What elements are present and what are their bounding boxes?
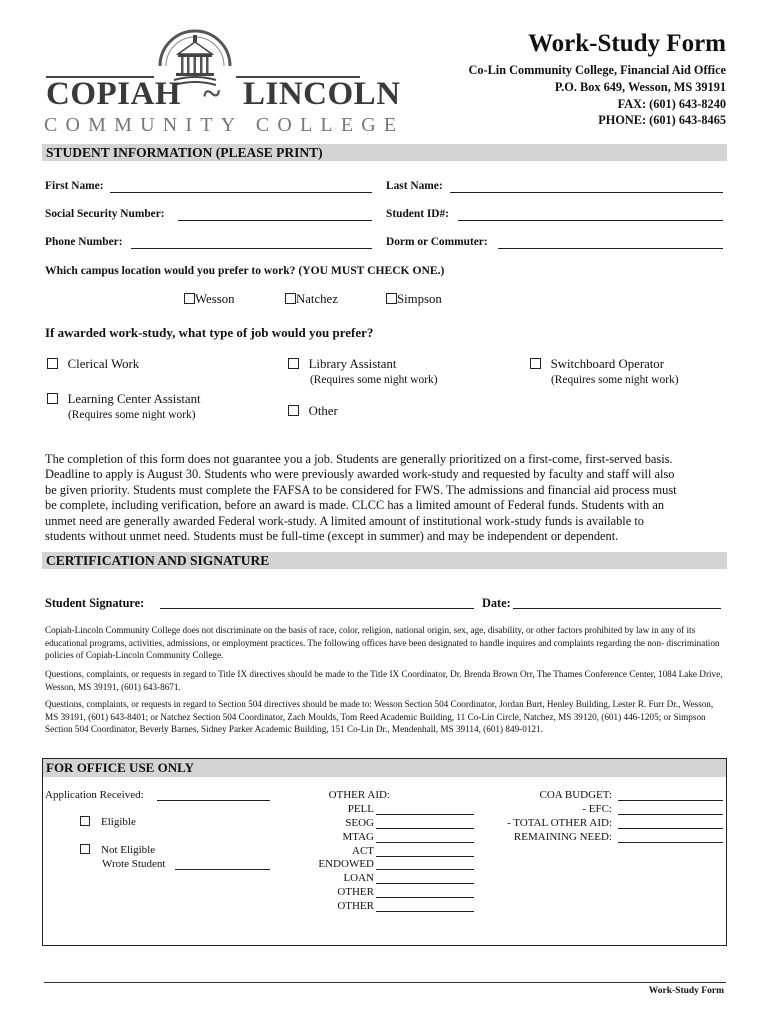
contact-line: Co-Lin Community College, Financial Aid Office <box>468 63 726 77</box>
job-question: If awarded work-study, what type of job would you prefer? <box>45 325 374 340</box>
paragraph-line: unmet need are generally awarded Federal work-study. A limited amount of institutional work-study funds is available to <box>45 513 644 528</box>
not-eligible-option[interactable]: Not Eligible <box>80 844 155 856</box>
last-name-field[interactable] <box>450 192 723 193</box>
efc-label: - EFC: <box>582 803 612 815</box>
checkbox[interactable] <box>80 844 90 854</box>
act-label: ACT <box>352 845 374 857</box>
phone-label: Phone Number: <box>45 236 123 248</box>
job-option-other[interactable]: Other <box>288 404 338 419</box>
wrote-student-label: Wrote Student <box>102 858 166 870</box>
checkbox[interactable] <box>530 358 541 369</box>
campus-option-wesson[interactable]: Wesson <box>184 292 235 307</box>
contact-line: P.O. Box 649, Wesson, MS 39191 <box>554 79 726 94</box>
checkbox[interactable] <box>288 405 299 416</box>
pell-field[interactable] <box>376 814 474 815</box>
checkbox[interactable] <box>80 816 90 826</box>
campus-option-simpson[interactable]: Simpson <box>386 292 442 307</box>
contact-line: PHONE: (601) 643-8465 <box>598 113 726 128</box>
paragraph-line: be complete, including verification, before an award is made. CLCC has a limited amount of Federal funds. Students with an <box>45 498 665 513</box>
eligible-option[interactable]: Eligible <box>80 816 136 828</box>
office-use-heading: FOR OFFICE USE ONLY <box>43 759 726 777</box>
phone-field[interactable] <box>131 248 372 249</box>
paragraph-line: Deadline to apply is August 30. Students who were previously awarded work-study and requested by faculty and staff will also <box>45 467 675 482</box>
job-option-library[interactable]: Library Assistant <box>288 357 396 372</box>
checkbox[interactable] <box>47 358 58 369</box>
mtag-field[interactable] <box>376 842 474 843</box>
seog-label: SEOG <box>345 817 374 829</box>
endowed-label: ENDOWED <box>318 858 374 870</box>
efc-field[interactable] <box>618 814 723 815</box>
section-504-notice: Questions, complaints, or requests in regard to Section 504 directives should be made to: Wesson Section 504 Coordinator, Jordan Burt, Henley Building, Lester R. Furr Dr., Wesson, MS 39191, (601) 643-8401; or Natchez Section 504 Coordinator, Zach Moulds, Tom Reed Academic Building, 11 Co-Lin Circle, Natchez, MS 39120, (601) 446-1205; or Simpson Section 504 Coordinator, Beverly Barnes, Sidney Parker Academic Building, 151 Co-Lin Dr., Mendenhall, MS 39114, (601) 849-0121. <box>45 699 714 735</box>
title-ix-notice: Questions, complaints, or requests in regard to Title IX directives should be made to the Title IX Coordinator, Dr. Brenda Brown Orr, The Thames Conference Center, 1084 Lake Drive, Wesson, MS 39191, (601) 643-8671. <box>45 669 723 692</box>
contact-line: FAX: (601) 643-8240 <box>617 96 726 111</box>
other-aid-label: OTHER AID: <box>328 789 390 801</box>
loan-label: LOAN <box>343 872 374 884</box>
nondiscrimination-notice: Copiah-Lincoln Community College does not discriminate on the basis of race, color, religion, national origin, sex, age, disability, or other factors prohibited by law in any of its educational programs, activities, admissions, or employment practices. The following offices have been designated to handle inquires and complaints regarding the non- discrimination policies of Copiah-Lincoln Community College. <box>45 625 720 661</box>
checkbox[interactable] <box>47 393 58 404</box>
coa-budget-label: COA BUDGET: <box>539 789 612 801</box>
form-title: Work-Study Form <box>528 30 726 57</box>
job-option-clerical[interactable]: Clerical Work <box>47 357 139 372</box>
student-info-heading: STUDENT INFORMATION (PLEASE PRINT) <box>42 144 727 161</box>
checkbox[interactable] <box>184 293 195 304</box>
job-option-learning-center[interactable]: Learning Center Assistant <box>47 392 201 407</box>
wrote-student-field[interactable] <box>175 869 270 870</box>
learning-note: (Requires some night work) <box>68 409 196 421</box>
signature-field[interactable] <box>160 608 474 609</box>
last-name-label: Last Name: <box>386 180 443 192</box>
checkbox[interactable] <box>386 293 397 304</box>
endowed-field[interactable] <box>376 869 474 870</box>
remaining-need-label: REMAINING NEED: <box>513 831 612 843</box>
checkbox[interactable] <box>288 358 299 369</box>
ssn-label: Social Security Number: <box>45 208 165 220</box>
signature-label: Student Signature: <box>45 596 145 610</box>
dorm-label: Dorm or Commuter: <box>386 236 488 248</box>
total-other-aid-label: - TOTAL OTHER AID: <box>507 817 612 829</box>
first-name-field[interactable] <box>110 192 372 193</box>
logo-subtitle: COMMUNITY COLLEGE <box>44 114 405 136</box>
total-other-aid-field[interactable] <box>618 828 723 829</box>
college-logo <box>44 28 405 138</box>
act-field[interactable] <box>376 856 474 857</box>
footer-label: Work-Study Form <box>648 986 724 996</box>
campus-question: Which campus location would you prefer to work? (YOU MUST CHECK ONE.) <box>45 264 445 277</box>
loan-field[interactable] <box>376 883 474 884</box>
paragraph-line: students without unmet need. Students must be full-time (except in summer) and may be independent or dependent. <box>45 529 619 544</box>
other-label-1: OTHER <box>337 886 374 898</box>
student-id-field[interactable] <box>458 220 723 221</box>
student-id-label: Student ID#: <box>386 208 449 220</box>
seog-field[interactable] <box>376 828 474 829</box>
logo-wordmark: COPIAH ~ LINCOLN <box>46 76 401 112</box>
app-received-label: Application Received: <box>45 789 144 801</box>
dorm-field[interactable] <box>498 248 723 249</box>
office-contact <box>468 62 726 129</box>
other-label-2: OTHER <box>337 900 374 912</box>
policy-paragraph <box>45 452 726 544</box>
mtag-label: MTAG <box>342 831 374 843</box>
paragraph-line: be given priority. Students must complete the FAFSA to be considered for FWS. The admissions and financial aid process must <box>45 482 677 497</box>
date-field[interactable] <box>513 608 721 609</box>
first-name-label: First Name: <box>45 180 104 192</box>
paragraph-line: The completion of this form does not guarantee you a job. Students are generally prioritized on a first-come, first-served basis. <box>45 452 673 466</box>
app-received-field[interactable] <box>157 800 270 801</box>
remaining-need-field[interactable] <box>618 842 723 843</box>
ssn-field[interactable] <box>178 220 372 221</box>
other-field-1[interactable] <box>376 897 474 898</box>
switchboard-note: (Requires some night work) <box>551 374 679 386</box>
other-field-2[interactable] <box>376 911 474 912</box>
library-note: (Requires some night work) <box>310 374 438 386</box>
pell-label: PELL <box>347 803 374 815</box>
job-option-switchboard[interactable]: Switchboard Operator <box>530 357 664 372</box>
footer-divider <box>44 982 726 983</box>
campus-option-natchez[interactable]: Natchez <box>285 292 338 307</box>
certification-heading: CERTIFICATION AND SIGNATURE <box>42 552 727 569</box>
coa-budget-field[interactable] <box>618 800 723 801</box>
date-label: Date: <box>482 596 511 610</box>
checkbox[interactable] <box>285 293 296 304</box>
